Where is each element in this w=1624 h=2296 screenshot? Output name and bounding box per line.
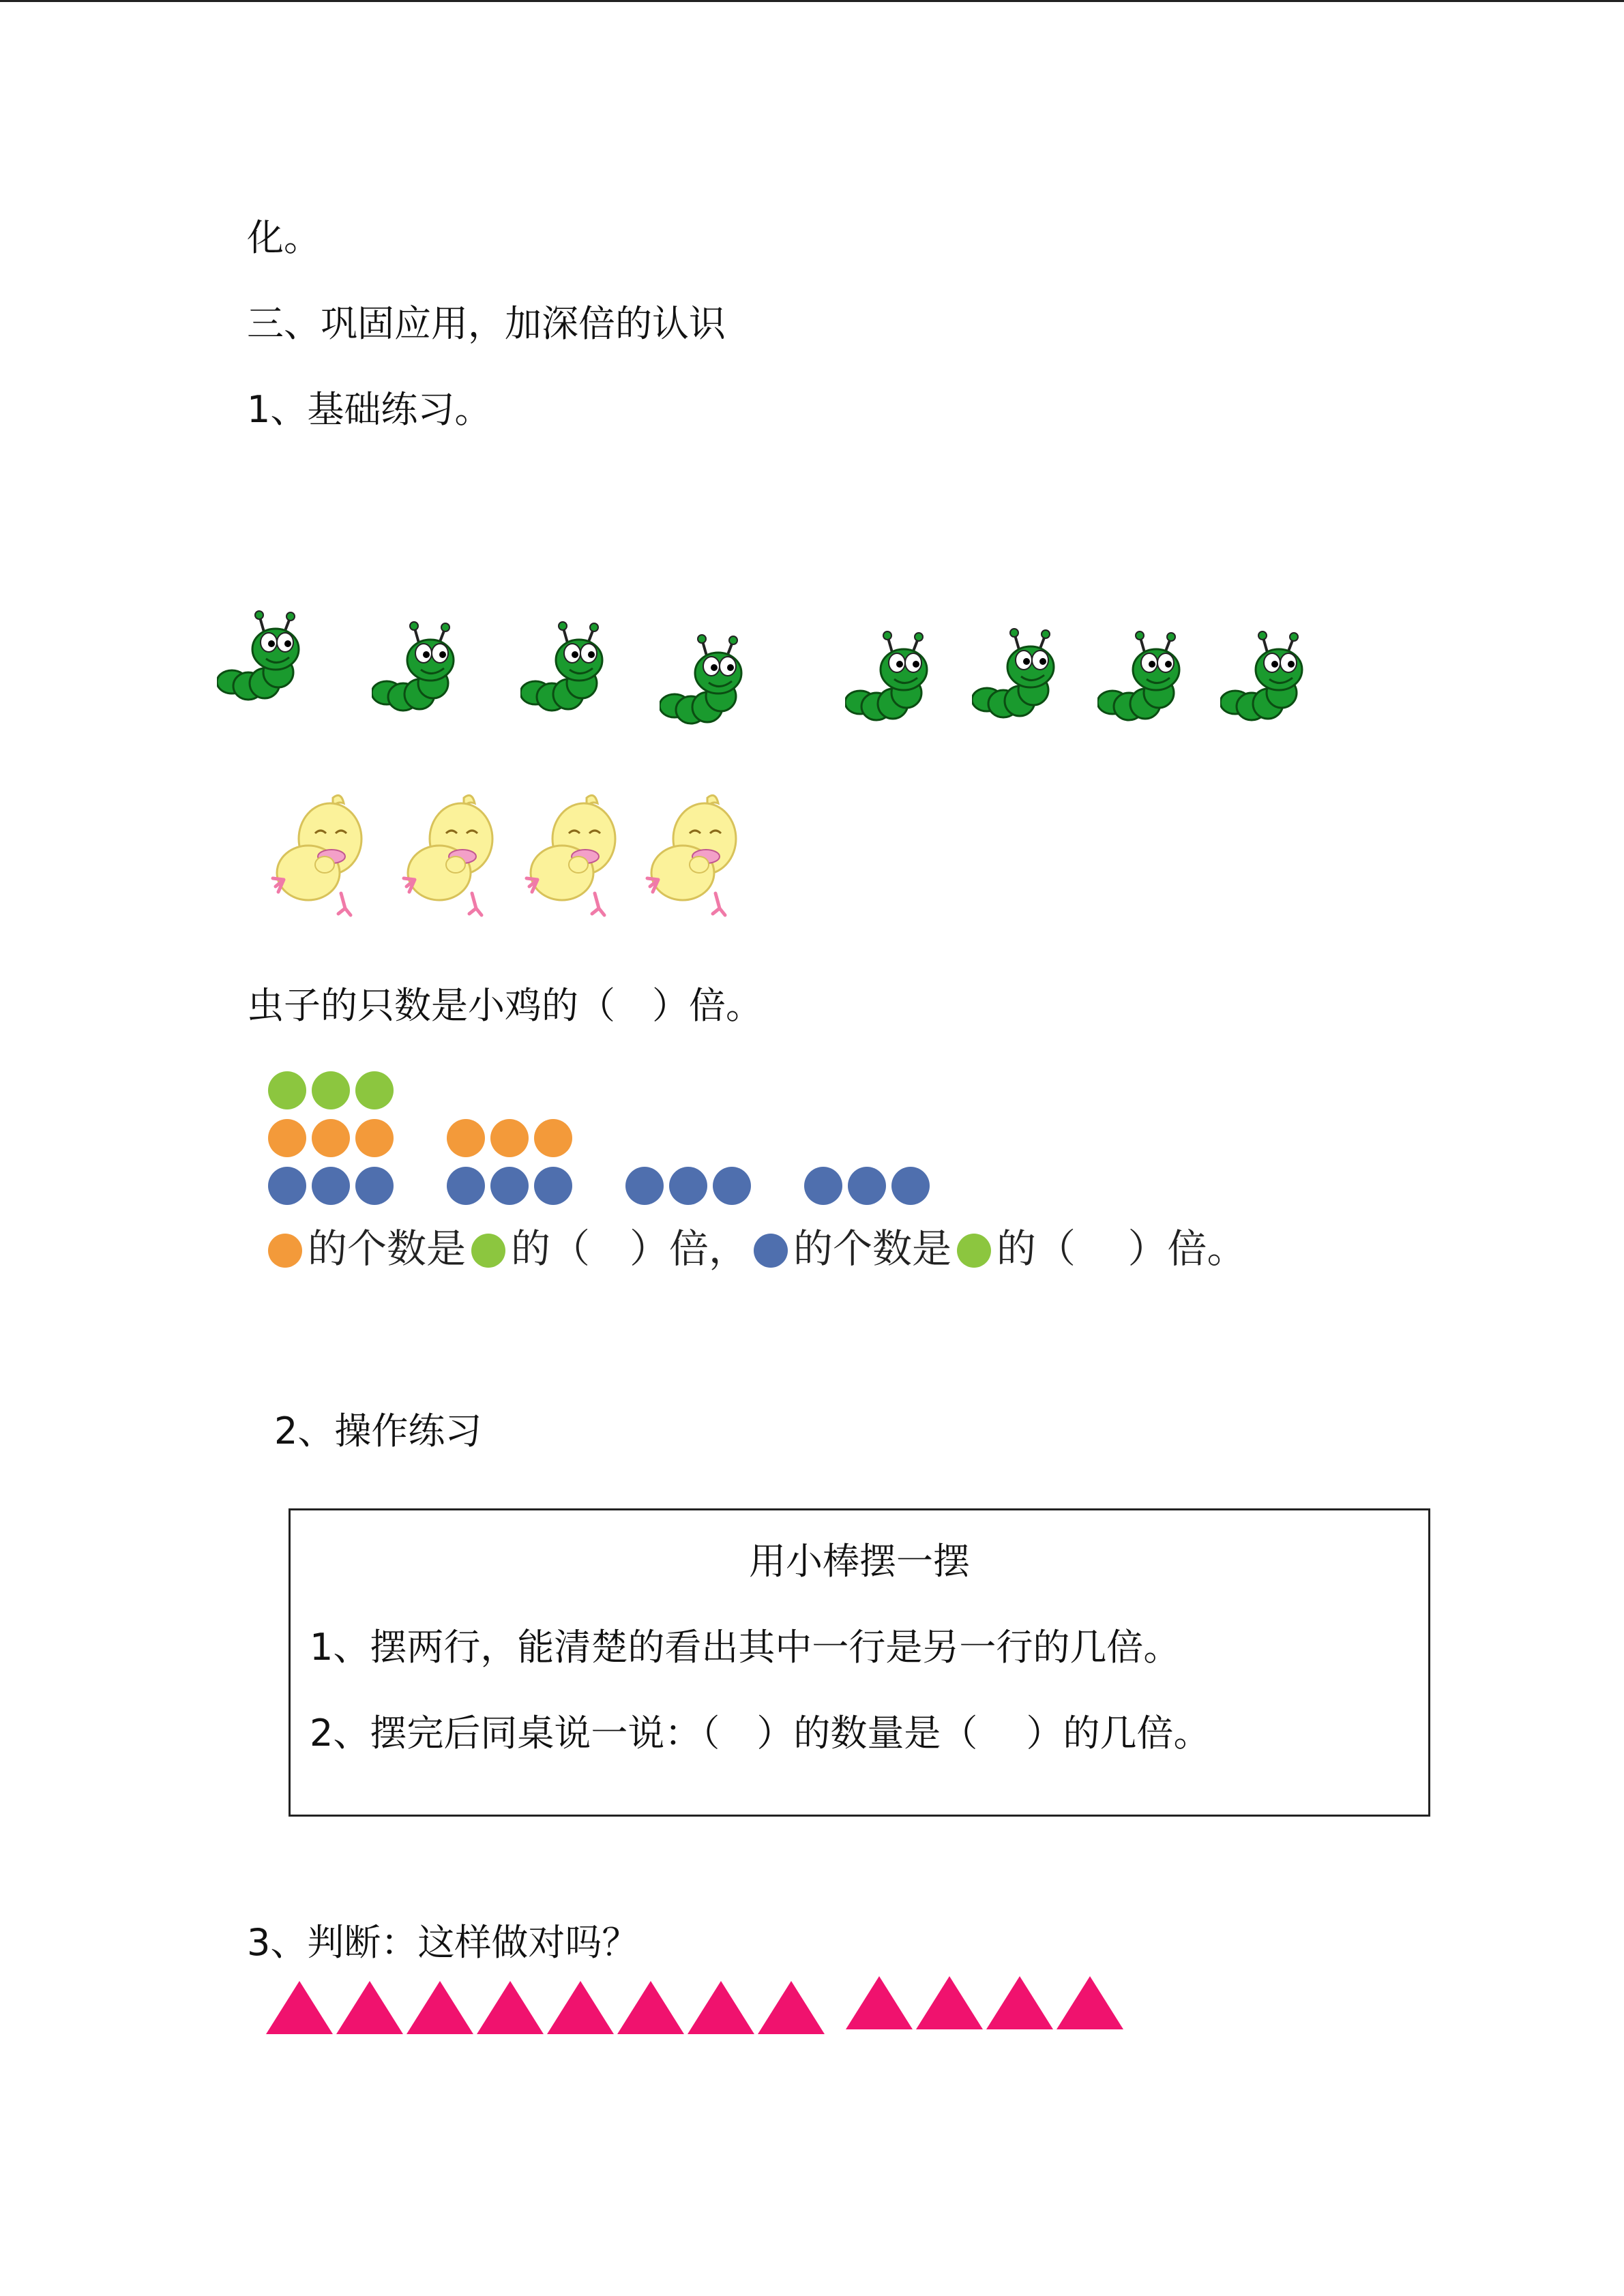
orange-dot — [490, 1119, 529, 1157]
green-dot-icon — [471, 1234, 505, 1268]
triangle-shape — [617, 1981, 684, 2034]
chick-icon — [524, 791, 626, 923]
chick-icon — [401, 791, 503, 923]
blue-dot — [625, 1167, 664, 1205]
worm-chick-question: 虫子的只数是小鸡的（ ）倍。 — [247, 984, 763, 1027]
worm-icon — [660, 631, 762, 736]
blue-dot — [447, 1167, 485, 1205]
dots-text-part4: 的（ ）倍。 — [996, 1225, 1247, 1272]
orange-dot — [447, 1119, 485, 1157]
activity-box — [289, 1508, 1430, 1817]
dots-text-part3: 的个数是 — [793, 1225, 952, 1272]
green-dot — [355, 1071, 394, 1109]
dots-text-part2: 的（ ）倍， — [511, 1225, 749, 1272]
exercise-3-heading: 3、判断：这样做对吗？ — [247, 1921, 639, 1964]
blue-dot — [713, 1167, 751, 1205]
activity-box-title: 用小棒摆一摆 — [749, 1540, 970, 1583]
blue-dot — [355, 1167, 394, 1205]
orange-dot — [312, 1119, 350, 1157]
blue-dot-icon — [754, 1234, 788, 1268]
triangle-shape — [477, 1981, 544, 2034]
dots-text-part1: 的个数是 — [308, 1225, 467, 1272]
orange-dot — [534, 1119, 572, 1157]
worm-icon — [972, 625, 1074, 730]
triangle-shape — [407, 1981, 473, 2034]
section-heading-3: 三、巩固应用，加深倍的认识 — [247, 302, 726, 345]
activity-box-line-1: 1、摆两行，能清楚的看出其中一行是另一行的几倍。 — [310, 1626, 1181, 1669]
triangle-shape — [986, 1976, 1053, 2029]
green-dot-icon — [957, 1234, 991, 1268]
dots-question — [268, 1225, 1246, 1272]
blue-dot — [891, 1167, 930, 1205]
triangle-shape — [266, 1981, 333, 2034]
chick-icon — [270, 791, 372, 923]
worm-icon — [217, 607, 319, 712]
blue-dot — [268, 1167, 306, 1205]
triangle-shape — [916, 1976, 983, 2029]
exercise-2-heading: 2、操作练习 — [274, 1410, 482, 1452]
orange-dot — [268, 1119, 306, 1157]
text-hua: 化。 — [247, 216, 321, 259]
blue-dot — [312, 1167, 350, 1205]
triangle-shape — [846, 1976, 913, 2029]
exercise-1-heading: 1、基础练习。 — [247, 388, 492, 431]
blue-dot — [848, 1167, 886, 1205]
triangle-shape — [547, 1981, 614, 2034]
blue-dot — [490, 1167, 529, 1205]
activity-box-line-2: 2、摆完后同桌说一说：（ ）的数量是（ ）的几倍。 — [310, 1712, 1211, 1755]
worm-icon — [372, 618, 474, 723]
page-top-border — [0, 0, 1624, 2]
triangle-shape — [336, 1981, 403, 2034]
blue-dot — [534, 1167, 572, 1205]
green-dot — [312, 1071, 350, 1109]
triangle-shape — [1057, 1976, 1123, 2029]
chick-icon — [645, 791, 747, 923]
orange-dot-icon — [268, 1234, 302, 1268]
orange-dot — [355, 1119, 394, 1157]
worm-icon — [1097, 627, 1200, 732]
worm-icon — [1220, 627, 1323, 732]
worm-icon — [520, 618, 623, 723]
triangle-shape — [758, 1981, 825, 2034]
blue-dot — [669, 1167, 707, 1205]
green-dot — [268, 1071, 306, 1109]
blue-dot — [804, 1167, 842, 1205]
triangle-shape — [688, 1981, 754, 2034]
worm-icon — [845, 627, 947, 732]
